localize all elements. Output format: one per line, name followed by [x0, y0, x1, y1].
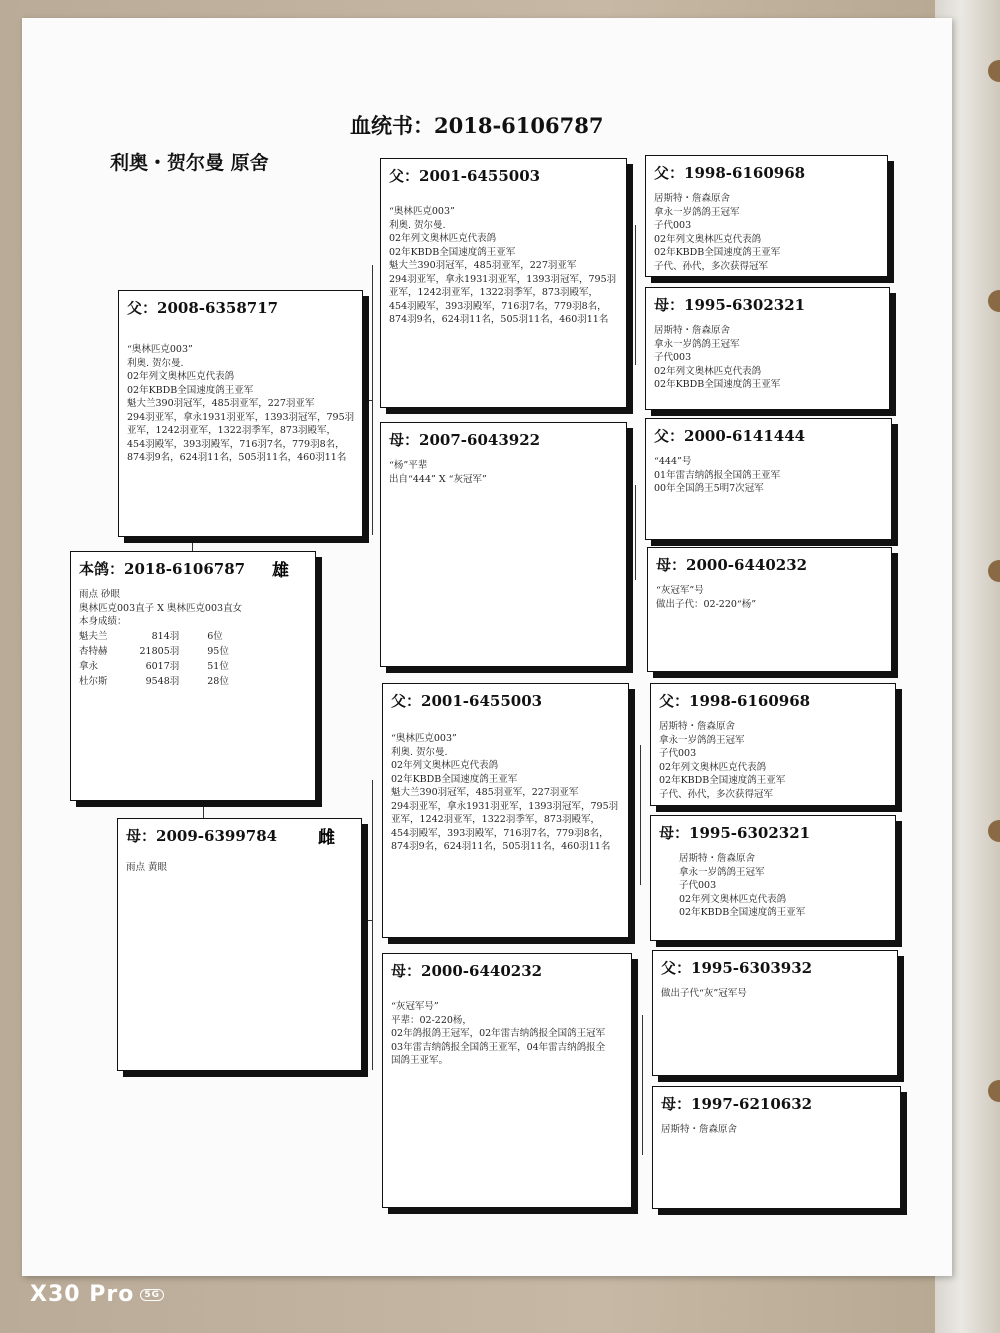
- dam-dam-line: “灰冠军号”: [391, 1001, 439, 1012]
- sire-sire-line: 利奥. 贺尔曼.: [389, 219, 446, 231]
- race-place: 6位: [207, 630, 223, 642]
- ancestor-line: “444”号: [654, 456, 692, 467]
- dam-dam-line: 国鸽王亚军。: [391, 1055, 449, 1066]
- ancestor-line: 02年列文奥林匹克代表鸽: [679, 893, 787, 905]
- ancestor-ring: 1998-6160968: [689, 692, 811, 710]
- ancestor-label: 母: [656, 556, 672, 574]
- race-name: 杏特赫: [79, 645, 108, 657]
- result-row: [79, 659, 239, 674]
- race-birds: 21805羽: [139, 645, 180, 657]
- race-name: 拿永: [79, 660, 99, 672]
- dam-dam-label: 母: [391, 962, 407, 980]
- ancestor-card: 母：1995-6302321 居斯特・詹森原舍 拿永一岁鸽鸽王冠军 子代003 02年列文奥林匹克代表鸽 02年KBDB全国速度鸽王亚军: [650, 815, 896, 941]
- ancestor-card: 母：1995-6302321 居斯特・詹森原舍 拿永一岁鸽鸽王冠军 子代003 02年列文奥林匹克代表鸽 02年KBDB全国速度鸽王亚军: [645, 287, 890, 410]
- sire-dam-ring: 2007-6043922: [419, 431, 541, 449]
- race-place: 28位: [207, 675, 229, 687]
- sire-sire-line: 874羽9名，624羽11名，505羽11名，460羽11名: [389, 314, 609, 325]
- sire-sire-label: 父: [389, 167, 405, 185]
- self-line: 奥林匹克003直子 X 奥林匹克003直女: [79, 602, 243, 614]
- connector: [362, 400, 372, 401]
- dam-sire-line: 874羽9名，624羽11名，505羽11名，460羽11名: [391, 841, 611, 852]
- ancestor-ring: 1995-6302321: [689, 824, 811, 842]
- ancestor-card: 父：2000-6141444 “444”号 01年雷吉纳鸽报全国鸽王亚军 00年全国鸽王5明7次冠军: [645, 418, 892, 540]
- self-line: 雨点 砂眼: [79, 589, 121, 600]
- dam-sire-line: 利奥. 贺尔曼.: [391, 746, 448, 758]
- race-birds: 9548羽: [145, 675, 180, 687]
- ancestor-card: 母：2000-6440232 “灰冠军”号 做出子代：02-220“杨”: [647, 547, 892, 672]
- ancestor-ring: 2000-6141444: [684, 427, 806, 445]
- sire-line: 魁大兰390羽冠军，485羽亚军，227羽亚军: [127, 398, 315, 409]
- sire-line: 874羽9名，624羽11名，505羽11名，460羽11名: [127, 452, 347, 463]
- sire-line: 454羽殿军，393羽殿军，716羽7名，779羽8名，: [127, 438, 345, 450]
- dam-sex: 雌: [318, 828, 335, 848]
- ancestor-line: 居斯特・詹森原舍: [654, 193, 731, 204]
- ancestor-line: 子代003: [659, 748, 697, 759]
- owner-name: 利奥・贺尔曼 原舍: [110, 152, 269, 174]
- sire-sire-line: 02年KBDB全国速度鸽王亚军: [389, 246, 516, 258]
- page-title: 血统书：2018-6106787: [350, 113, 604, 138]
- self-line: 本身成绩：: [79, 616, 127, 627]
- sire-sire-line: 294羽亚军，拿永1931羽亚军，1393羽冠军，795羽: [389, 273, 617, 285]
- sire-dam-card: 母：2007-6043922 “杨”平辈 出自“444” X “灰冠军”: [380, 422, 627, 667]
- ancestor-line: 做出子代：02-220“杨”: [656, 598, 757, 610]
- sire-dam-label: 母: [389, 431, 405, 449]
- connector: [635, 485, 636, 580]
- ancestor-card: 父：1998-6160968 居斯特・詹森原舍 拿永一岁鸽鸽王冠军 子代003 02年列文奥林匹克代表鸽 02年KBDB全国速度鸽王亚军 子代、孙代，多次获得冠军: [650, 683, 896, 806]
- dam-sire-line: 454羽殿军，393羽殿军，716羽7名，779羽8名，: [391, 827, 609, 839]
- ancestor-line: 02年列文奥林匹克代表鸽: [659, 761, 767, 773]
- self-bird-card: 本鸽：2018-6106787 雄 雨点 砂眼 奥林匹克003直子 X 奥林匹克003直女 本身成绩： 魁夫兰 814羽 6位 杏特赫 21805羽 95位 拿永 6017羽 51位 杜尔斯 9548羽 28位: [70, 551, 316, 801]
- dam-sire-line: 魁大兰390羽冠军，485羽亚军，227羽亚军: [391, 787, 579, 798]
- ancestor-line: 02年列文奥林匹克代表鸽: [654, 365, 762, 377]
- race-birds: 6017羽: [145, 660, 180, 672]
- ancestor-line: 01年雷吉纳鸽报全国鸽王亚军: [654, 469, 781, 481]
- ancestor-card: 父：1995-6303932 做出子代“灰”冠军号: [652, 950, 898, 1076]
- race-name: 魁夫兰: [79, 630, 108, 642]
- connector: [192, 537, 193, 551]
- ancestor-line: 02年列文奥林匹克代表鸽: [654, 233, 762, 245]
- ancestor-ring: 1997-6210632: [691, 1095, 813, 1113]
- dam-dam-line: 03年雷吉纳鸽报全国鸽王亚军，04年雷吉纳鸽报全: [391, 1041, 606, 1053]
- ancestor-label: 父: [661, 959, 677, 977]
- dam-line: 雨点 黄眼: [126, 862, 168, 873]
- dam-sire-card: 父：2001-6455003 “奥林匹克003” 利奥. 贺尔曼. 02年列文奥林匹克代表鸽 02年KBDB全国速度鸽王亚军 魁大兰390羽冠军，485羽亚军，227羽亚军 294羽亚军，拿永1931羽亚军，1393羽冠军，795羽 亚军，1242羽亚军，1322羽季军，873羽殿军， 454羽殿军，393羽殿军，716羽7名，779羽8名， 874羽9名，624羽11名，505羽11名，460羽11名: [382, 683, 629, 938]
- sire-line: 294羽亚军，拿永1931羽亚军，1393羽冠军，795羽: [127, 411, 355, 423]
- self-label: 本鸽: [79, 560, 110, 578]
- ancestor-line: 子代、孙代，多次获得冠军: [654, 260, 769, 272]
- ancestor-label: 母: [661, 1095, 677, 1113]
- ancestor-label: 父: [654, 427, 670, 445]
- sire-sire-line: 454羽殿军，393羽殿军，716羽7名，779羽8名，: [389, 300, 607, 312]
- sire-sire-line: “奥林匹克003”: [389, 206, 455, 217]
- ancestor-line: 居斯特・詹森原舍: [661, 1124, 738, 1135]
- sire-line: 亚军，1242羽亚军，1322羽季军，873羽殿军，: [127, 425, 336, 436]
- dam-sire-line: “奥林匹克003”: [391, 733, 457, 744]
- connector: [642, 1015, 643, 1155]
- ancestor-line: 子代、孙代，多次获得冠军: [659, 788, 774, 800]
- connector: [362, 920, 372, 921]
- race-name: 杜尔斯: [79, 675, 108, 687]
- ancestor-ring: 1995-6303932: [691, 959, 813, 977]
- race-results: [79, 629, 239, 689]
- ancestor-line: 00年全国鸽王5明7次冠军: [654, 483, 764, 494]
- ancestor-line: 拿永一岁鸽鸽王冠军: [654, 206, 740, 218]
- connector: [640, 745, 641, 885]
- dam-dam-card: 母：2000-6440232 “灰冠军号” 平辈：02-220杨， 02年鸽报鸽王冠军，02年雷吉纳鸽报全国鸽王冠军 03年雷吉纳鸽报全国鸽王亚军，04年雷吉纳鸽报全 国鸽王亚军。: [382, 953, 632, 1208]
- ancestor-ring: 1995-6302321: [684, 296, 806, 314]
- ancestor-line: 02年KBDB全国速度鸽王亚军: [654, 379, 781, 390]
- ancestor-card: 父：1998-6160968 居斯特・詹森原舍 拿永一岁鸽鸽王冠军 子代003 02年列文奥林匹克代表鸽 02年KBDB全国速度鸽王亚军 子代、孙代，多次获得冠军: [645, 155, 888, 277]
- ancestor-line: 居斯特・詹森原舍: [654, 325, 731, 336]
- connector: [203, 800, 204, 818]
- result-row: [79, 644, 239, 659]
- race-place: 51位: [207, 660, 229, 672]
- ancestor-line: 做出子代“灰”冠军号: [661, 988, 747, 999]
- ancestor-label: 母: [659, 824, 675, 842]
- dam-sire-line: 02年KBDB全国速度鸽王亚军: [391, 773, 518, 785]
- sire-label: 父: [127, 299, 143, 317]
- camera-watermark: [30, 1282, 164, 1307]
- ancestor-line: 02年KBDB全国速度鸽王亚军: [654, 247, 781, 258]
- ancestor-line: 居斯特・詹森原舍: [659, 721, 736, 732]
- sire-line: 02年列文奥林匹克代表鸽: [127, 371, 235, 382]
- sire-line: “奥林匹克003”: [127, 344, 193, 355]
- race-place: 95位: [207, 645, 229, 657]
- sire-sire-card: 父：2001-6455003 “奥林匹克003” 利奥. 贺尔曼. 02年列文奥林匹克代表鸽 02年KBDB全国速度鸽王亚军 魁大兰390羽冠军，485羽亚军，227羽亚军 294羽亚军，拿永1931羽亚军，1393羽冠军，795羽 亚军，1242羽亚军，1322羽季军，873羽殿军， 454羽殿军，393羽殿军，716羽7名，779羽8名， 874羽9名，624羽11名，505羽11名，460羽11名: [380, 158, 627, 408]
- sire-sire-line: 02年列文奥林匹克代表鸽: [389, 233, 497, 244]
- watermark-5g-badge: 5G: [140, 1289, 164, 1301]
- dam-label: 母: [126, 827, 142, 845]
- dam-dam-line: 02年鸽报鸽王冠军，02年雷吉纳鸽报全国鸽王冠军: [391, 1028, 606, 1039]
- dam-sire-label: 父: [391, 692, 407, 710]
- ancestor-line: 子代003: [654, 220, 692, 231]
- ancestor-line: 拿永一岁鸽鸽王冠军: [654, 338, 740, 350]
- ancestor-line: 02年KBDB全国速度鸽王亚军: [659, 775, 786, 786]
- dam-card: 母：2009-6399784 雌 雨点 黄眼: [117, 818, 362, 1071]
- watermark-brand: X30 Pro: [30, 1282, 135, 1307]
- sire-line: 02年KBDB全国速度鸽王亚军: [127, 384, 254, 396]
- ancestor-card: 母：1997-6210632 居斯特・詹森原舍: [652, 1086, 901, 1209]
- sire-ring: 2008-6358717: [157, 299, 279, 317]
- ancestor-line: 02年KBDB全国速度鸽王亚军: [679, 907, 806, 918]
- dam-dam-ring: 2000-6440232: [421, 962, 543, 980]
- ancestor-line: 居斯特・詹森原舍: [679, 853, 756, 864]
- ancestor-label: 父: [659, 692, 675, 710]
- sire-card: 父：2008-6358717 “奥林匹克003” 利奥. 贺尔曼. 02年列文奥林匹克代表鸽 02年KBDB全国速度鸽王亚军 魁大兰390羽冠军，485羽亚军，227羽亚军 294羽亚军，拿永1931羽亚军，1393羽冠军，795羽 亚军，1242羽亚军，1322羽季军，873羽殿军， 454羽殿军，393羽殿军，716羽7名，779羽8名， 874羽9名，624羽11名，505羽11名，460羽11名: [118, 290, 363, 537]
- connector: [372, 780, 373, 1070]
- sire-dam-line: “杨”平辈: [389, 460, 428, 471]
- sire-sire-line: 魁大兰390羽冠军，485羽亚军，227羽亚军: [389, 260, 577, 271]
- dam-ring: 2009-6399784: [156, 827, 278, 845]
- ancestor-line: 拿永一岁鸽鸽王冠军: [659, 734, 745, 746]
- self-sex: 雄: [272, 561, 289, 581]
- dam-sire-line: 02年列文奥林匹克代表鸽: [391, 760, 499, 771]
- self-ring: 2018-6106787: [124, 560, 246, 578]
- race-birds: 814羽: [151, 630, 180, 642]
- ancestor-line: 拿永一岁鸽鸽王冠军: [679, 866, 765, 878]
- connector: [372, 265, 373, 535]
- sire-dam-line: 出自“444” X “灰冠军”: [389, 473, 487, 485]
- ancestor-line: “灰冠军”号: [656, 585, 704, 596]
- ancestor-line: 子代003: [654, 352, 692, 363]
- result-row: [79, 629, 239, 644]
- sire-sire-line: 亚军，1242羽亚军，1322羽季军，873羽殿军，: [389, 287, 598, 298]
- dam-dam-line: 平辈：02-220杨，: [391, 1014, 472, 1026]
- result-row: [79, 674, 239, 689]
- dam-sire-ring: 2001-6455003: [421, 692, 543, 710]
- ancestor-ring: 1998-6160968: [684, 164, 806, 182]
- sire-sire-ring: 2001-6455003: [419, 167, 541, 185]
- ancestor-ring: 2000-6440232: [686, 556, 808, 574]
- ancestor-label: 父: [654, 164, 670, 182]
- ancestor-line: 子代003: [679, 880, 717, 891]
- dam-sire-line: 294羽亚军，拿永1931羽亚军，1393羽冠军，795羽: [391, 800, 619, 812]
- sire-line: 利奥. 贺尔曼.: [127, 357, 184, 369]
- ancestor-label: 母: [654, 296, 670, 314]
- connector: [635, 225, 636, 365]
- dam-sire-line: 亚军，1242羽亚军，1322羽季军，873羽殿军，: [391, 814, 600, 825]
